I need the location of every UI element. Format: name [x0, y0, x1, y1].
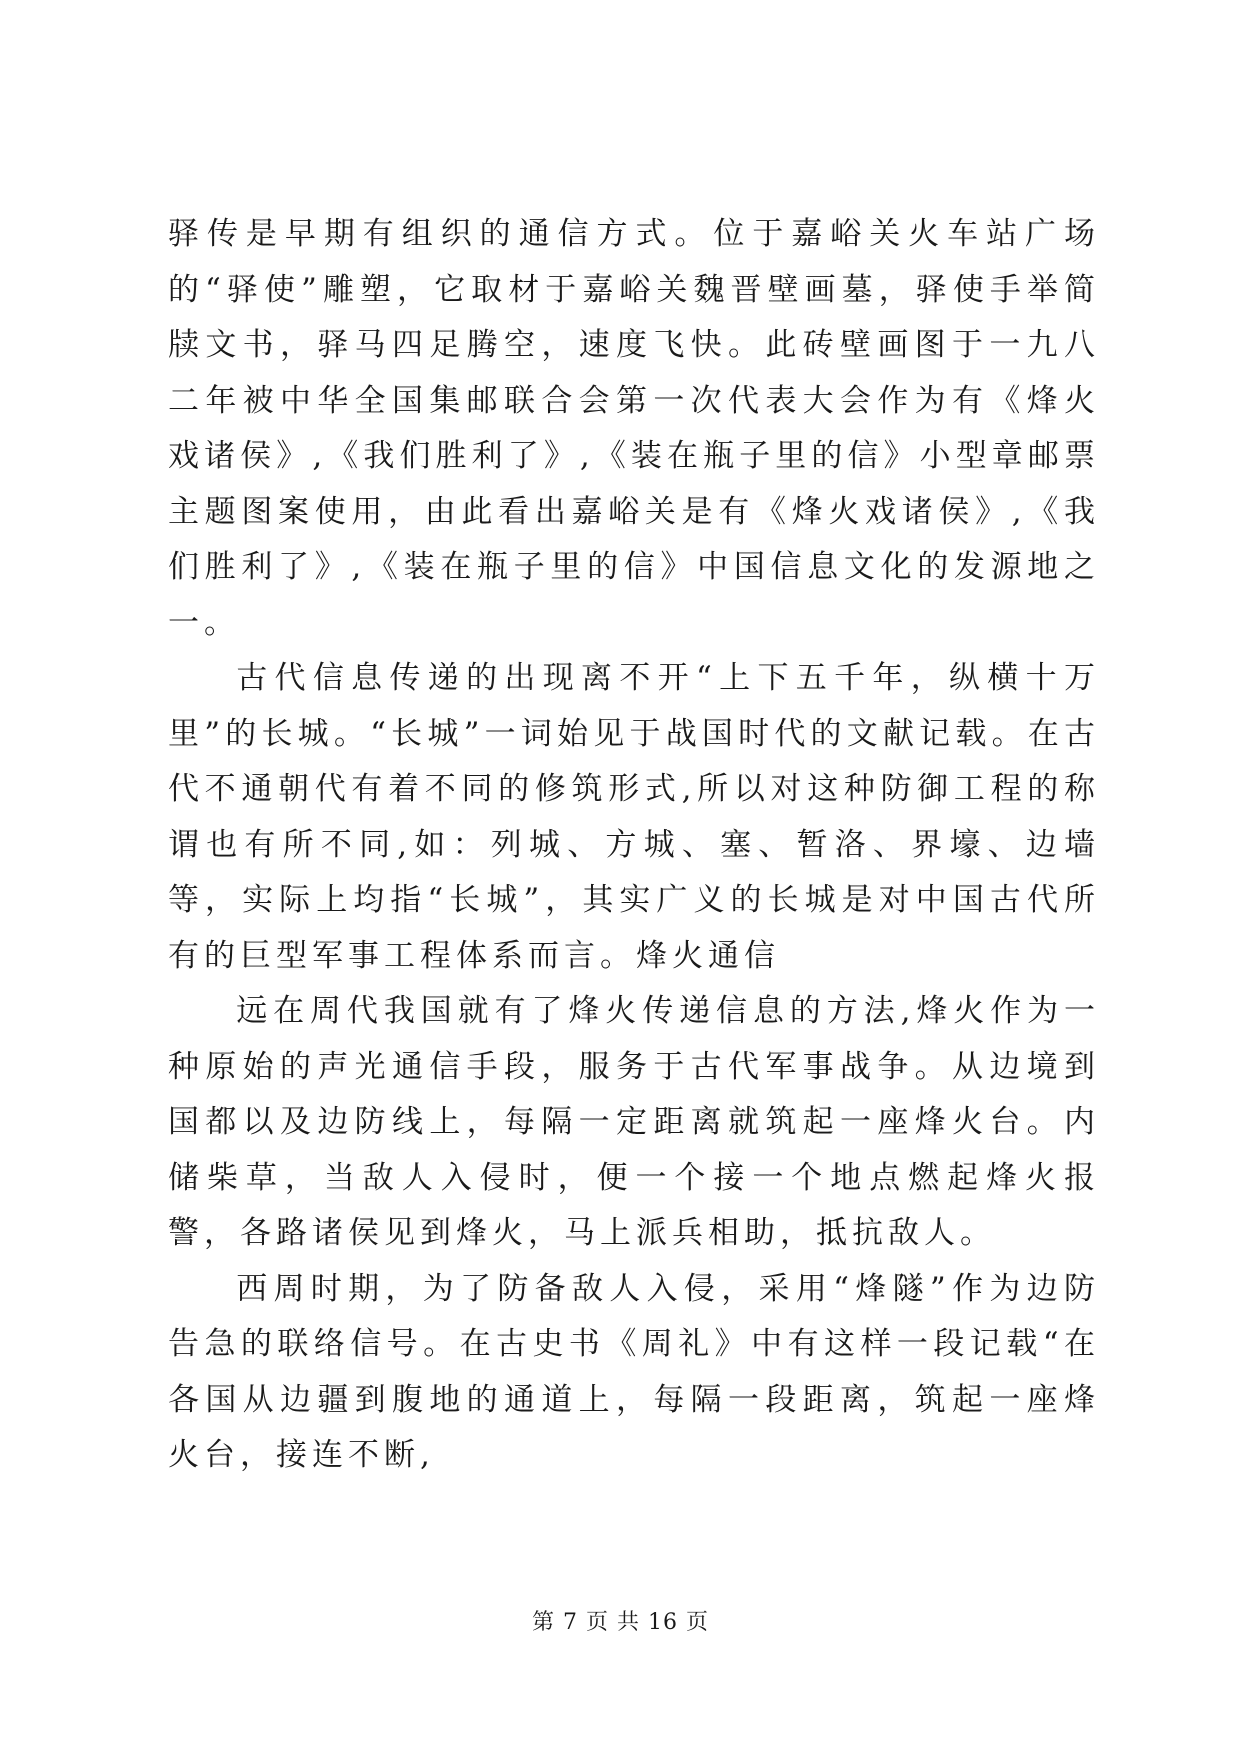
- paragraph-western-zhou: 西周时期，为了防备敌人入侵，采用“烽隧”作为边防告急的联络信号。在古史书《周礼》中有这样一段记载“在各国从边疆到腹地的通道上，每隔一段距离，筑起一座烽火台，接连不断,: [168, 1270, 1100, 1473]
- document-body: [168, 207, 1100, 1484]
- paragraph-postal-relay: 驿传是早期有组织的通信方式。位于嘉峪关火车站广场的“驿使”雕塑，它取材于嘉峪关魏晋壁画墓，驿使手举简牍文书，驿马四足腾空，速度飞快。此砖壁画图于一九八二年被中华全国集邮联合会第一次代表大会作为有《烽火戏诸侯》,《我们胜利了》,《装在瓶子里的信》小型章邮票主题图案使用，由此看出嘉峪关是有《烽火戏诸侯》,《我们胜利了》,《装在瓶子里的信》中国信息文化的发源地之一。: [168, 216, 1100, 641]
- page-number-footer: 第 7 页 共 16 页: [532, 1610, 709, 1635]
- paragraph-beacon-fire: 远在周代我国就有了烽火传递信息的方法,烽火作为一种原始的声光通信手段，服务于古代军事战争。从边境到国都以及边防线上，每隔一定距离就筑起一座烽火台。内储柴草，当敌人入侵时，便一个接一个地点燃起烽火报警，各路诸侯见到烽火，马上派兵相助，抵抗敌人。: [168, 993, 1100, 1251]
- paragraph-great-wall: 古代信息传递的出现离不开“上下五千年，纵横十万里”的长城。“长城”一词始见于战国时代的文献记载。在古代不通朝代有着不同的修筑形式,所以对这种防御工程的称谓也有所不同,如：列城、方城、塞、暂洛、界壕、边墙等，实际上均指“长城”，其实广义的长城是对中国古代所有的巨型军事工程体系而言。烽火通信: [168, 660, 1100, 974]
